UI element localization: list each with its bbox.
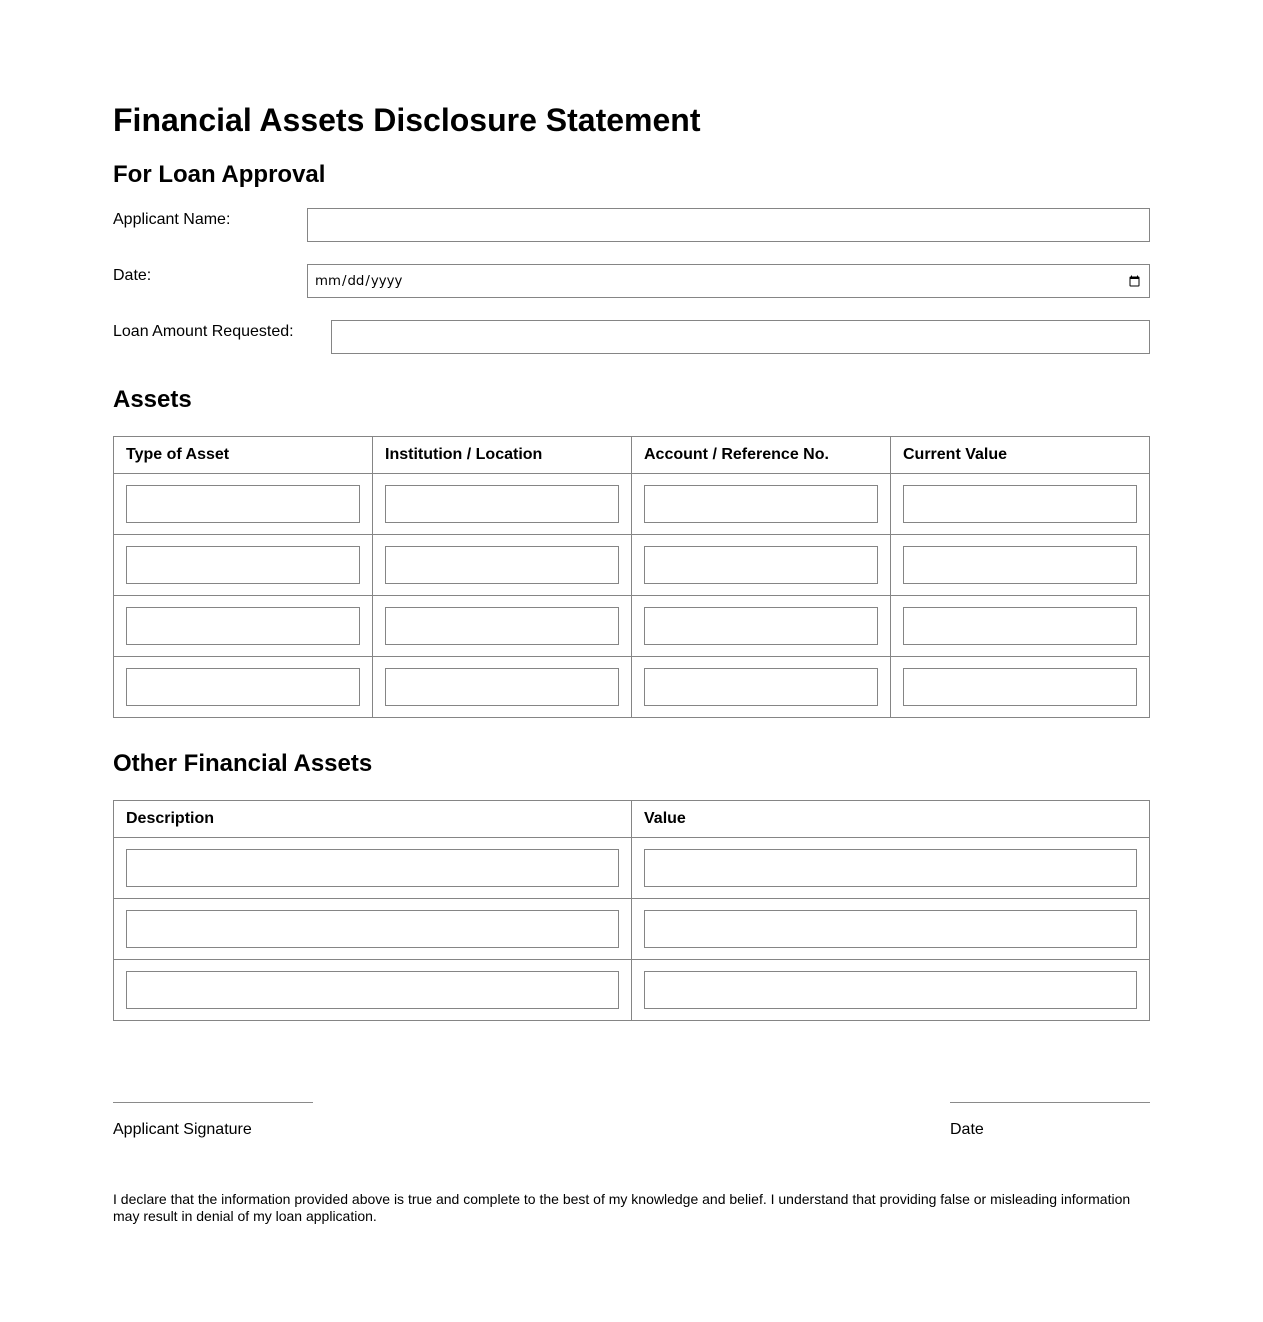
applicant-signature-label: Applicant Signature [113,1120,252,1138]
asset-type-input[interactable] [126,607,360,645]
assets-heading: Assets [113,386,192,414]
assets-table-row [114,473,1150,534]
asset-account-input[interactable] [644,485,878,523]
other-asset-description-input[interactable] [126,849,619,887]
asset-type-input[interactable] [126,668,360,706]
asset-current-value-input[interactable] [903,546,1137,584]
asset-account-input[interactable] [644,607,878,645]
asset-current-value-input[interactable] [903,607,1137,645]
assets-table-row [114,534,1150,595]
asset-institution-input[interactable] [385,485,619,523]
other-assets-heading: Other Financial Assets [113,749,373,777]
loan-amount-field-row [113,320,1150,354]
assets-column-header-type: Type of Asset [114,436,373,473]
asset-institution-input[interactable] [385,607,619,645]
loan-amount-label: Loan Amount Requested: [113,323,294,341]
other-assets-column-header-value: Value [632,800,1150,837]
other-assets-table-row [114,959,1150,1020]
assets-header-row [114,436,1150,473]
other-asset-value-input[interactable] [644,849,1137,887]
asset-current-value-input[interactable] [903,668,1137,706]
asset-type-input[interactable] [126,546,360,584]
date-input[interactable] [307,264,1150,298]
asset-institution-input[interactable] [385,546,619,584]
applicant-name-field-row [113,208,1150,242]
assets-table [113,436,1150,718]
other-asset-description-input[interactable] [126,910,619,948]
other-assets-table-row [114,898,1150,959]
signature-date-label: Date [950,1120,984,1138]
signature-section [113,1102,1150,1139]
assets-table-row [114,656,1150,717]
other-asset-value-input[interactable] [644,971,1137,1009]
other-assets-column-header-description: Description [114,800,632,837]
financial-assets-disclosure-form [113,0,1150,1322]
page-subtitle: For Loan Approval [113,160,326,188]
applicant-signature-block [113,1102,313,1139]
loan-amount-input[interactable] [331,320,1150,354]
assets-column-header-account: Account / Reference No. [632,436,891,473]
page-title: Financial Assets Disclosure Statement [113,102,701,138]
date-label: Date: [113,267,152,285]
applicant-signature-line [113,1102,313,1103]
assets-column-header-value: Current Value [891,436,1150,473]
asset-institution-input[interactable] [385,668,619,706]
signature-date-line [950,1102,1150,1103]
declaration-text: I declare that the information provided above is true and complete to the best of my knowledge and belief. I understand that providing false or misleading information may result in denial of my loan application. [113,1190,1131,1225]
other-assets-header-row [114,800,1150,837]
other-assets-table-row [114,837,1150,898]
signature-date-block [950,1102,1150,1139]
other-assets-table [113,800,1150,1021]
assets-table-row [114,595,1150,656]
other-asset-description-input[interactable] [126,971,619,1009]
asset-type-input[interactable] [126,485,360,523]
applicant-name-input[interactable] [307,208,1150,242]
applicant-name-label: Applicant Name: [113,211,231,229]
asset-account-input[interactable] [644,546,878,584]
date-field-row [113,264,1150,298]
asset-current-value-input[interactable] [903,485,1137,523]
other-asset-value-input[interactable] [644,910,1137,948]
asset-account-input[interactable] [644,668,878,706]
assets-column-header-institution: Institution / Location [373,436,632,473]
